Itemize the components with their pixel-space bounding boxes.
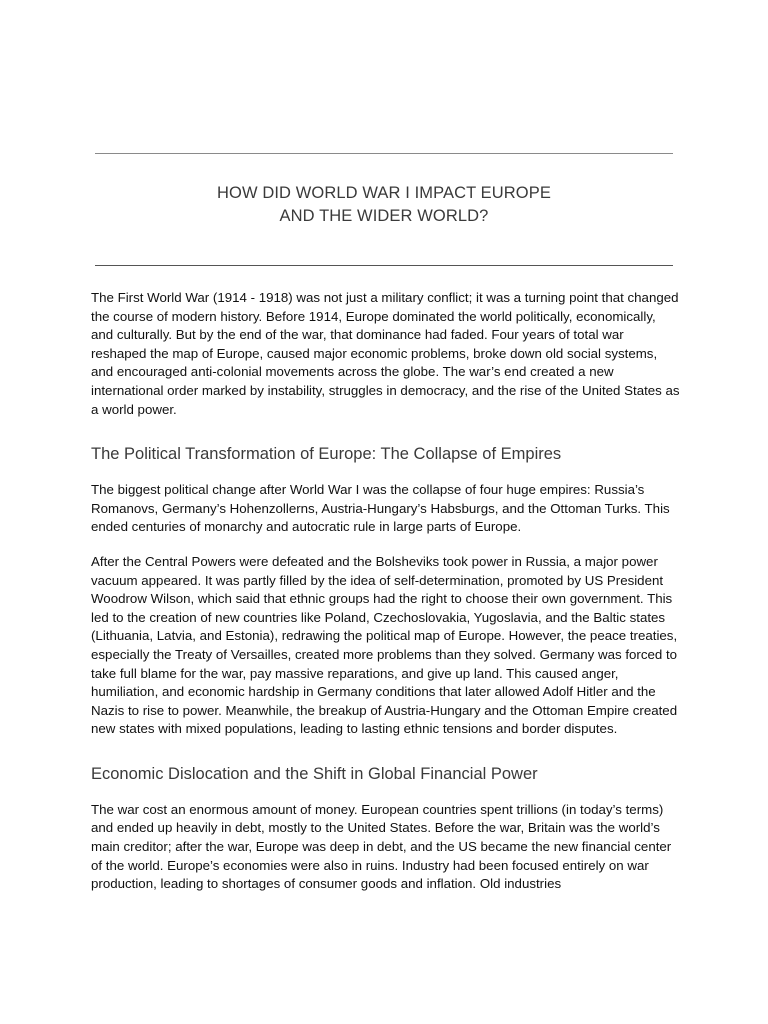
title-line-1: HOW DID WORLD WAR I IMPACT EUROPE	[217, 184, 551, 202]
document-body	[91, 289, 681, 894]
document-title	[95, 182, 673, 228]
title-top-rule	[95, 153, 673, 154]
section-heading-economic: Economic Dislocation and the Shift in Global Financial Power	[91, 764, 538, 783]
intro-paragraph: The First World War (1914 - 1918) was not just a military conflict; it was a turning point that changed the course of modern history. Before 1914, Europe dominated the world politically, economically, and culturally. But by the end of the war, that dominance had faded. Four years of total war reshaped the map of Europe, caused major economic problems, broke down old social systems, and encouraged anti-colonial movements across the globe. The war’s end created a new international order marked by instability, struggles in democracy, and the rise of the United States as a world power.	[91, 290, 680, 417]
paragraph-war-cost: The war cost an enormous amount of money. European countries spent trillions (in today’s terms) and ended up heavily in debt, mostly to the United States. Before the war, Britain was the world’s main creditor; after the war, Europe was deep in debt, and the US became the new financial center of the world. Europe’s economies were also in ruins. Industry had been focused entirely on war production, leading to shortages of consumer goods and inflation. Old industries	[91, 801, 672, 892]
section-heading-political: The Political Transformation of Europe: The Collapse of Empires	[91, 445, 562, 464]
title-bottom-rule	[95, 265, 673, 266]
paragraph-empires-collapse: The biggest political change after World War I was the collapse of four huge empires: Russia’s Romanovs, Germany’s Hohenzollerns, Austria-Hungary’s Habsburgs, and the Ottoman Turks. This ended centuries of monarchy and autocratic rule in large parts of Europe.	[91, 482, 670, 535]
title-line-2: AND THE WIDER WORLD?	[279, 207, 489, 225]
paragraph-self-determination: After the Central Powers were defeated and the Bolsheviks took power in Russia, a major power vacuum appeared. It was partly filled by the idea of self-determination, promoted by US President Woodrow Wilson, which said that ethnic groups had the right to choose their own government. This led to the creation of new countries like Poland, Czechoslovakia, Yugoslavia, and the Baltic states (Lithuania, Latvia, and Estonia), redrawing the political map of Europe. However, the peace treaties, especially the Treaty of Versailles, created more problems than they solved. Germany was forced to take full blame for the war, pay massive reparations, and give up land. This caused anger, humiliation, and economic hardship in Germany conditions that later allowed Adolf Hitler and the Nazis to rise to power. Meanwhile, the breakup of Austria-Hungary and the Ottoman Empire created new states with mixed populations, leading to lasting ethnic tensions and border disputes.	[91, 553, 678, 737]
